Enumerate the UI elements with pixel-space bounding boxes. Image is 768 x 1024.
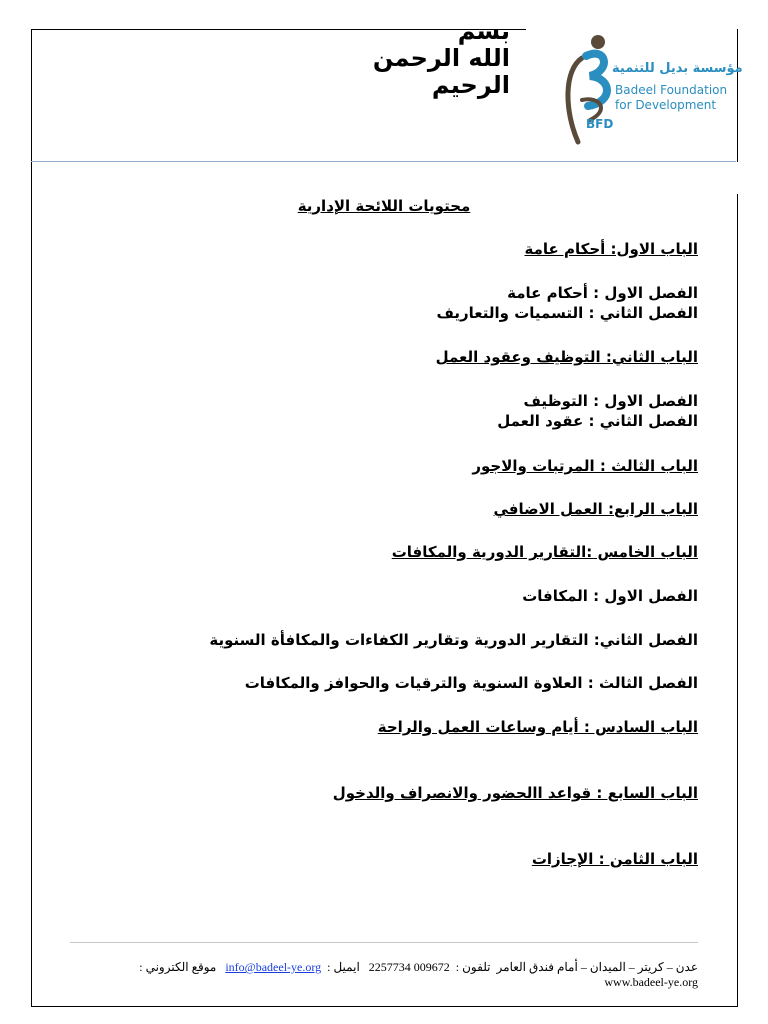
- footer-website-label: موقع الكتروني :: [139, 960, 217, 974]
- footer-email-link[interactable]: info@badeel-ye.org: [225, 960, 322, 974]
- footer-email-label: ايميل :: [327, 960, 360, 974]
- chapter-7-heading: الباب السابع : قواعد االحضور والانصراف والدخول: [332, 784, 698, 802]
- footer: [70, 960, 698, 990]
- logo-english-line-2: for Development: [615, 98, 717, 112]
- chapter-5-heading: الباب الخامس :التقارير الدورية والمكافات: [391, 543, 698, 561]
- basmala-line-2: الله الرحمن: [372, 44, 510, 72]
- footer-website: www.badeel-ye.org: [604, 975, 698, 989]
- logo-arabic-name: مؤسسة بديل للتنمية: [612, 61, 743, 76]
- basmala-line-1: بسم: [457, 17, 510, 45]
- footer-phone-label: تلفون :: [455, 960, 491, 974]
- chapter-3-heading: الباب الثالث : المرتبات والاجور: [472, 457, 698, 475]
- header-divider: [31, 161, 736, 162]
- footer-phone: 009672 2257734: [368, 960, 450, 974]
- chapter-6-heading: الباب السادس : أيام وساعات العمل والراحة: [377, 718, 698, 736]
- footer-line-2: [70, 975, 698, 990]
- section-5-1: الفصل الاول : المكافات: [522, 587, 698, 605]
- footer-line-1: [70, 960, 698, 975]
- basmala: [300, 17, 510, 99]
- chapter-4-heading: الباب الرابع: العمل الاضافي: [493, 500, 698, 518]
- section-1-1: الفصل الاول : أحكام عامة: [507, 284, 698, 302]
- section-1-2: الفصل الثاني : التسميات والتعاريف: [436, 304, 698, 322]
- chapter-1-heading: الباب الاول: أحكام عامة: [524, 240, 698, 258]
- basmala-line-3: الرحيم: [431, 71, 510, 99]
- footer-divider: [70, 942, 698, 943]
- section-2-2: الفصل الثاني : عقود العمل: [497, 412, 698, 430]
- document-title: محتويات اللائحة الإدارية: [297, 197, 471, 215]
- logo-english-line-1: Badeel Foundation: [615, 83, 728, 97]
- section-5-3: الفصل الثالث : العلاوة السنوية والترقيات والحوافز والمكافات: [244, 674, 698, 692]
- chapter-8-heading: الباب الثامن : الإجازات: [531, 850, 698, 868]
- footer-address: عدن – كريتر – الميدان – أمام فندق العامر: [496, 960, 698, 974]
- logo-abbr: BFD: [586, 117, 614, 131]
- chapter-2-heading: الباب الثاني: التوظيف وعقود العمل: [435, 348, 698, 366]
- section-2-1: الفصل الاول : التوظيف: [523, 392, 698, 410]
- section-5-2: الفصل الثاني: التقارير الدورية وتقارير الكفاءات والمكافأة السنوية: [209, 631, 698, 649]
